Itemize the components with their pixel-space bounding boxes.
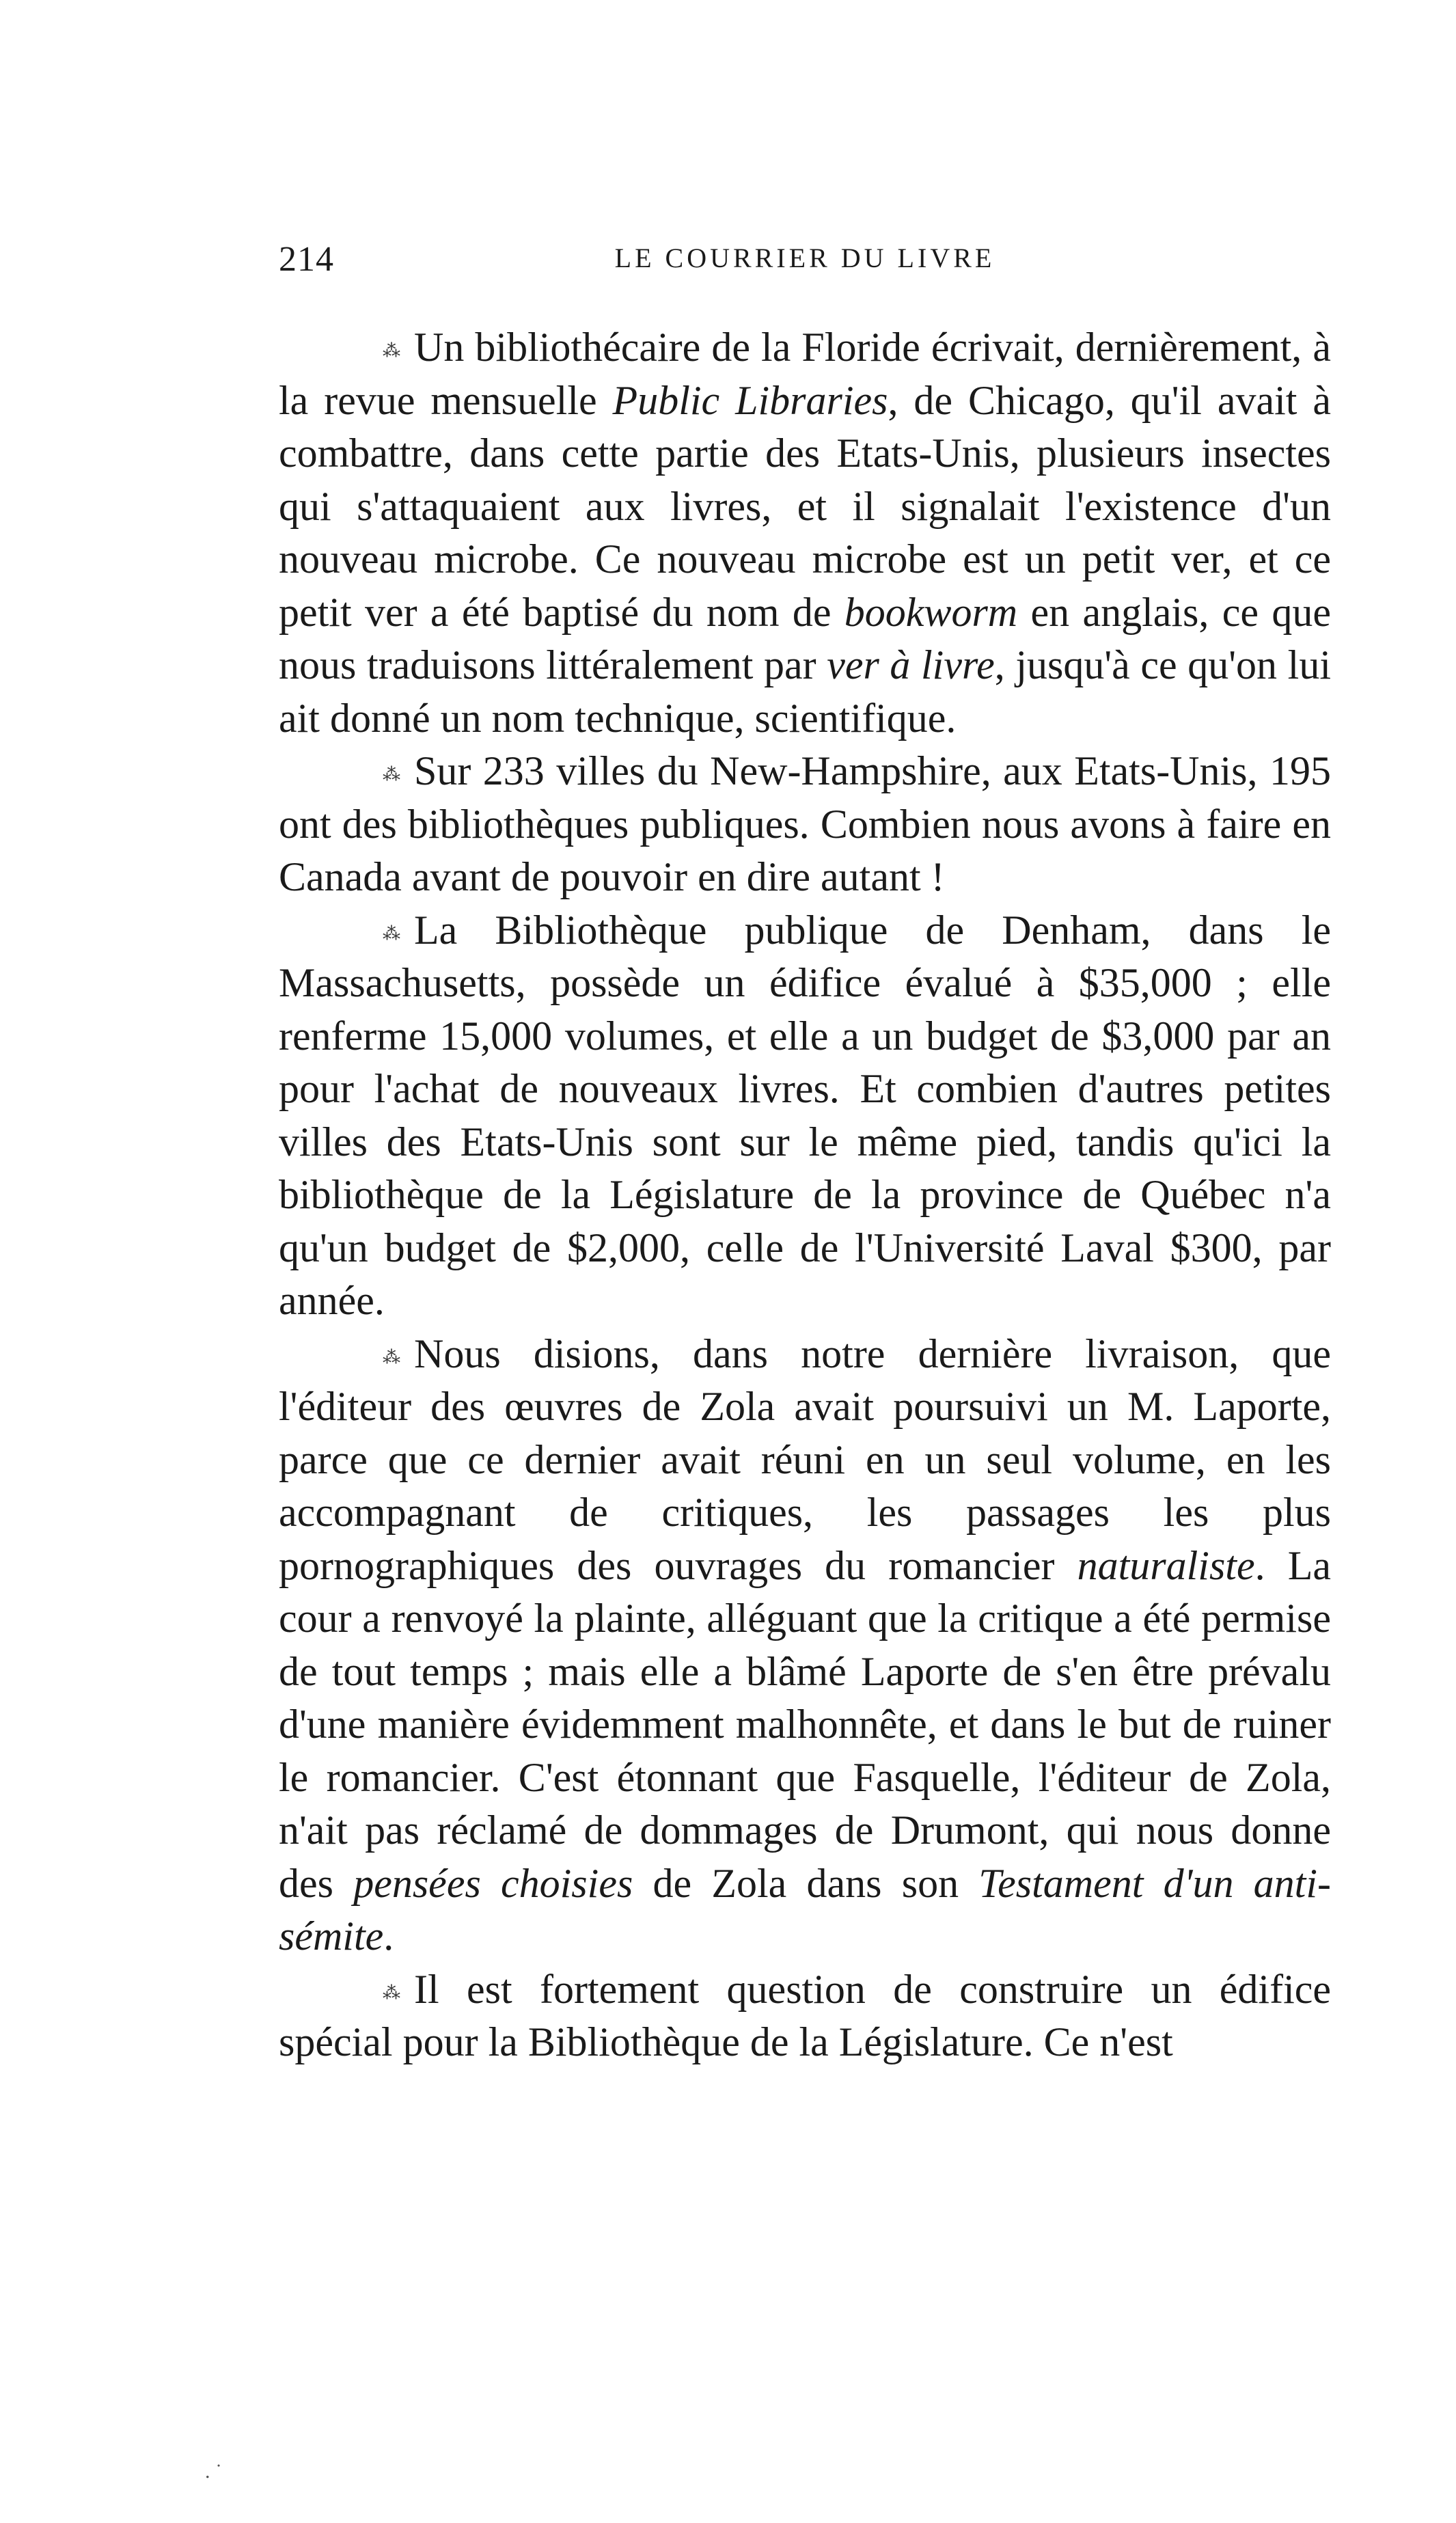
text-run: . La cour a renvoyé la plainte, alléguant que la critique a été permise de tout temps ; mais elle a blâmé Laporte de s'en être prévalu d'une manière évidemment malhonnête, et dans le but de ruiner le romancier. C'est étonnant que Fasquelle, l'éditeur de Zola, n'ait pas réclamé de dommages de Drumont, qui nous donne des [279, 1542, 1332, 1906]
text-run: Sur 233 villes du New-Hampshire, aux Etats-Unis, 195 ont des bibliothèques publiques. Combien nous avons à faire en Canada avant de pouvoir en dire autant ! [279, 748, 1331, 899]
page-number: 214 [279, 240, 334, 279]
text-run: Nous disions, dans notre dernière livraison, que l'éditeur des œuvres de Zola avait poursuivi un M. Laporte, parce que ce dernier avait réuni en un seul volume, en les accompagnant de critiques, les passages les plus pornographiques des ouvrages du romancier [279, 1331, 1331, 1588]
body-text [279, 321, 1331, 2069]
asterism-icon: ⁂ [383, 341, 400, 361]
italic-run: bookworm [844, 589, 1018, 635]
italic-run: Testament d'un anti-sémite [279, 1860, 1331, 1959]
asterism-icon: ⁂ [383, 1982, 400, 2003]
asterism-icon: ⁂ [383, 923, 400, 944]
paragraph [279, 1963, 1331, 2069]
text-run: , de Chicago, qu'il avait à combattre, dans cette partie des Etats-Unis, plusieurs insectes qui s'attaquaient aux livres, et il signalait l'existence d'un nouveau microbe. Ce nouveau microbe est un petit ver, et ce petit ver a été baptisé du nom de [279, 377, 1332, 635]
text-run: en anglais, ce que nous traduisons littéralement par [279, 589, 1331, 687]
asterism-icon: ⁂ [383, 765, 400, 785]
running-title: LE COURRIER DU LIVRE [614, 243, 995, 273]
text-run: de Zola dans son [633, 1860, 979, 1906]
margin-mark: . ˙ [205, 2460, 222, 2483]
running-head [279, 239, 1331, 294]
paragraph [279, 1328, 1331, 1963]
paragraph [279, 745, 1331, 904]
italic-run: naturaliste [1077, 1542, 1255, 1588]
italic-run: ver à livre [827, 642, 995, 687]
text-run: Il est fortement question de construire un édifice spécial pour la Bibliothèque de la Législature. Ce n'est [279, 1966, 1331, 2064]
text-run: Un bibliothécaire de la Floride écrivait, dernièrement, à la revue mensuelle [279, 325, 1331, 423]
italic-run: pensées choisies [353, 1860, 633, 1906]
paragraph [279, 904, 1331, 1328]
text-run: , jusqu'à ce qu'on lui ait donné un nom technique, scientifique. [279, 642, 1331, 741]
text-run: . [383, 1913, 394, 1959]
text-run: La Bibliothèque publique de Denham, dans le Massachusetts, possède un édifice évalué à $35,000 ; elle renferme 15,000 volumes, et elle a un budget de $3,000 par an pour l'achat de nouveaux livres. Et combien d'autres petites villes des Etats-Unis sont sur le même pied, tandis qu'ici la bibliothèque de la Législature de la province de Québec n'a qu'un budget de $2,000, celle de l'Université Laval $300, par année. [279, 907, 1331, 1323]
italic-run: Public Libraries [612, 377, 888, 423]
paragraph [279, 321, 1331, 745]
asterism-icon: ⁂ [383, 1347, 400, 1367]
